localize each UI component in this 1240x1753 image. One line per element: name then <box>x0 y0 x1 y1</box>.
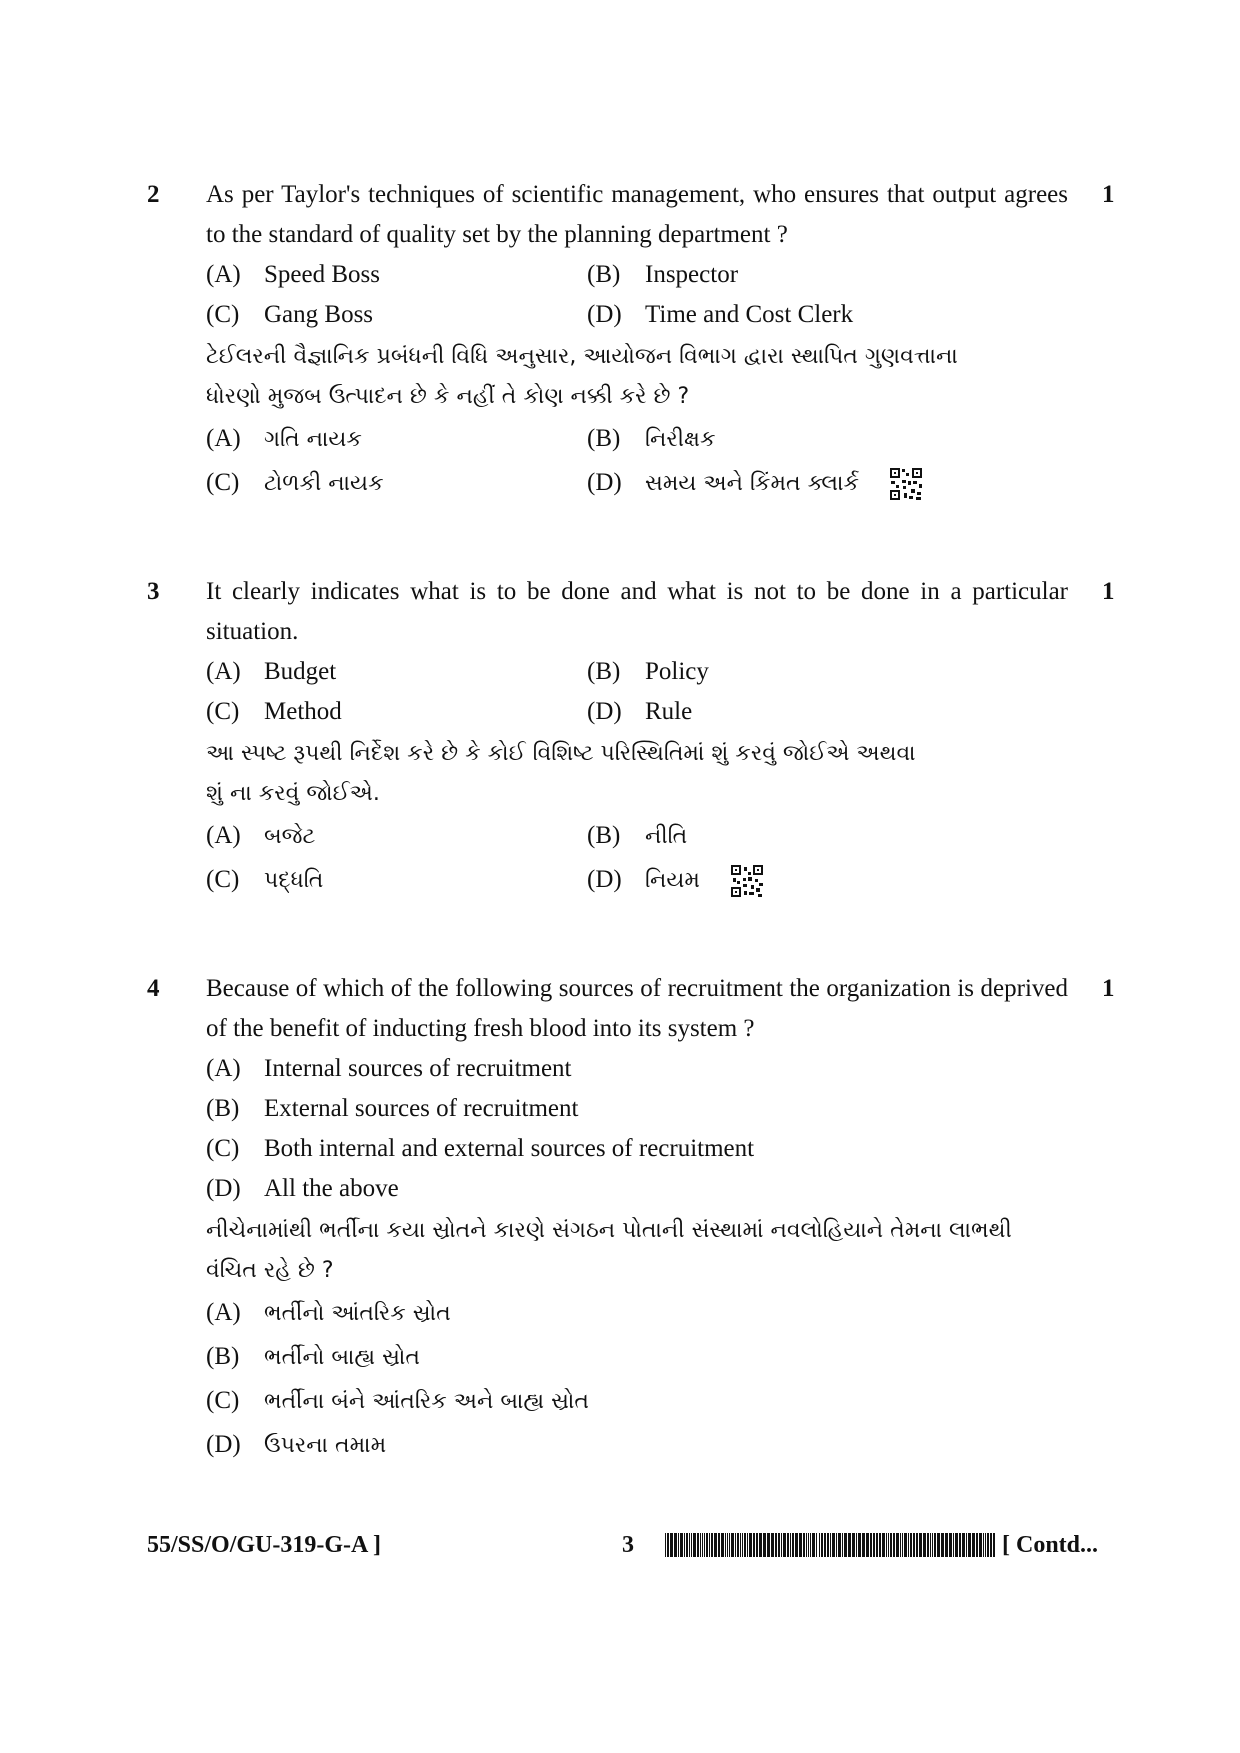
question-stem-gujarati-line-2: વંચિત રહે છે ? <box>206 1258 334 1283</box>
question-number: 3 <box>147 578 160 605</box>
gujarati-option-a-row <box>0 1291 1240 1335</box>
english-option-d-row <box>0 1167 1240 1211</box>
option-a: (A) Internal sources of recruitment <box>206 1055 572 1082</box>
option-d-gujarati: (D) ઉપરના તમામ <box>206 1431 387 1458</box>
paper-code: 55/SS/O/GU-319-G-A ] <box>147 1532 382 1558</box>
english-options-row-2 <box>0 293 1240 337</box>
question-stem-gujarati-line-2: શું ના કરવું જોઈએ. <box>206 781 380 806</box>
english-options-row-1 <box>0 253 1240 297</box>
option-a: (A) Budget <box>206 658 337 685</box>
option-b: (B) Policy <box>587 658 709 685</box>
option-a-gujarati: (A) બજેટ <box>206 822 316 849</box>
option-d: (D) Rule <box>587 698 693 725</box>
question-number: 2 <box>147 181 160 208</box>
option-b-gujarati: (B) ભર્તીનો બાહ્ય સ્રોત <box>206 1343 421 1370</box>
question-number: 4 <box>147 975 160 1002</box>
qr-code-icon <box>730 864 764 898</box>
gujarati-option-b-row <box>0 1335 1240 1379</box>
barcode-icon <box>665 1533 995 1557</box>
question-stem-gujarati-line-1: આ સ્પષ્ટ રૂપથી નિર્દેશ કરે છે કે કોઈ વિશિષ્ટ પરિસ્થિતિમાં શું કરવું જોઈએ અથવા <box>206 741 916 766</box>
english-option-a-row <box>0 1047 1240 1091</box>
gujarati-options-row-1 <box>0 417 1240 461</box>
option-b-gujarati: (B) નીતિ <box>587 822 688 849</box>
gujarati-options-row-2 <box>0 461 1240 505</box>
option-d-gujarati: (D) નિયમ <box>587 858 764 903</box>
option-b-gujarati: (B) નિરીક્ષક <box>587 425 716 452</box>
gujarati-options-row-1 <box>0 814 1240 858</box>
question-marks: 1 <box>1102 578 1115 605</box>
option-d: (D) Time and Cost Clerk <box>587 301 854 328</box>
option-b: (B) Inspector <box>587 261 739 288</box>
question-stem-english: It clearly indicates what is to be done and what is not to be done in a particular situation. <box>206 578 1068 645</box>
option-d-gujarati: (D) સમય અને કિંમત ક્લાર્ક <box>587 461 923 506</box>
page-footer <box>0 1525 1240 1565</box>
gujarati-option-d-row <box>0 1423 1240 1467</box>
english-options-row-1 <box>0 650 1240 694</box>
option-b: (B) External sources of recruitment <box>206 1095 579 1122</box>
english-option-c-row <box>0 1127 1240 1171</box>
option-c-gujarati: (C) પદ્ધતિ <box>206 866 324 893</box>
question-stem-gujarati-line-2: ધોરણો મુજબ ઉત્પાદન છે કે નહીં તે કોણ નક્કી કરે છે ? <box>206 384 690 409</box>
option-d: (D) All the above <box>206 1175 399 1202</box>
page-number: 3 <box>622 1532 634 1558</box>
option-c-gujarati: (C) ભર્તીના બંને આંતરિક અને બાહ્ય સ્રોત <box>206 1387 589 1414</box>
question-stem-gujarati-line-1: ટેઈલરની વૈજ્ઞાનિક પ્રબંધની વિધિ અનુસાર, આયોજન વિભાગ દ્વારા સ્થાપિત ગુણવત્તાના <box>206 344 958 369</box>
option-c-gujarati: (C) ટોળકી નાયક <box>206 469 384 496</box>
question-stem-english: Because of which of the following sources of recruitment the organization is deprived of the benefit of inducting fresh blood into its system ? <box>206 975 1068 1042</box>
gujarati-option-c-row <box>0 1379 1240 1423</box>
continued-label: [ Contd... <box>1002 1532 1099 1558</box>
question-stem-english: As per Taylor's techniques of scientific management, who ensures that output agrees to the standard of quality set by the planning department ? <box>206 181 1068 248</box>
english-option-b-row <box>0 1087 1240 1131</box>
option-a: (A) Speed Boss <box>206 261 380 288</box>
english-options-row-2 <box>0 690 1240 734</box>
qr-code-icon <box>889 467 923 501</box>
option-c: (C) Method <box>206 698 342 725</box>
option-a-gujarati: (A) ગતિ નાયક <box>206 425 362 452</box>
option-c: (C) Gang Boss <box>206 301 374 328</box>
option-c: (C) Both internal and external sources of recruitment <box>206 1135 755 1162</box>
question-marks: 1 <box>1102 181 1115 208</box>
question-stem-gujarati-line-1: નીચેનામાંથી ભર્તીના કયા સ્રોતને કારણે સંગઠન પોતાની સંસ્થામાં નવલોહિયાને તેમના લાભથી <box>206 1218 1012 1243</box>
option-a-gujarati: (A) ભર્તીનો આંતરિક સ્રોત <box>206 1299 451 1326</box>
question-marks: 1 <box>1102 975 1115 1002</box>
gujarati-options-row-2 <box>0 858 1240 902</box>
